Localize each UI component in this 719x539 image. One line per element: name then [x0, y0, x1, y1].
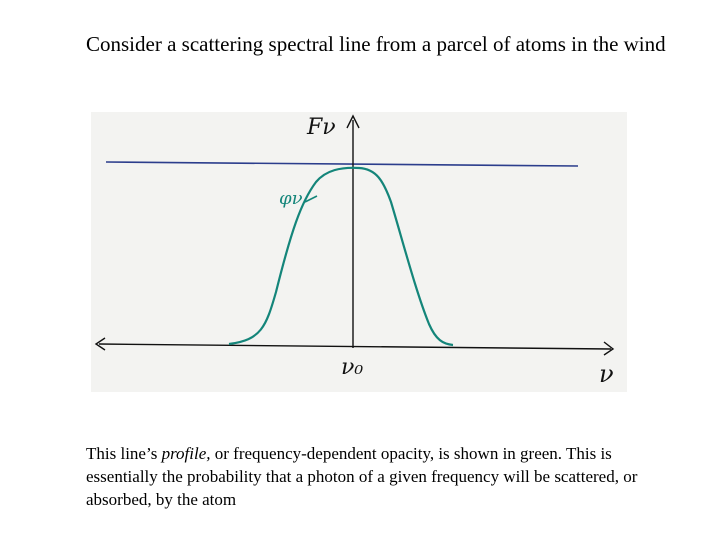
- y-axis-label: Fν: [307, 115, 336, 140]
- caption-text-1: This line’s: [86, 444, 162, 463]
- sketch-svg: [91, 112, 627, 392]
- caption: [86, 442, 646, 511]
- caption-emphasis: profile,: [161, 444, 211, 463]
- continuum-line: [106, 162, 578, 166]
- line-profile-curve: [229, 168, 453, 345]
- profile-label: φν: [279, 188, 303, 209]
- slide-title: Consider a scattering spectral line from a parcel of atoms in the wind: [86, 32, 666, 56]
- line-profile-sketch: [91, 112, 627, 392]
- x-axis: [99, 344, 611, 349]
- caption-text-2: or frequency-dependent opacity, is shown in green. This is essentially the probability that a photon of a given frequency will be scattered, or absorbed, by the atom: [86, 444, 638, 509]
- x-axis-label: ν: [599, 360, 614, 388]
- center-frequency-label: ν₀: [341, 355, 364, 380]
